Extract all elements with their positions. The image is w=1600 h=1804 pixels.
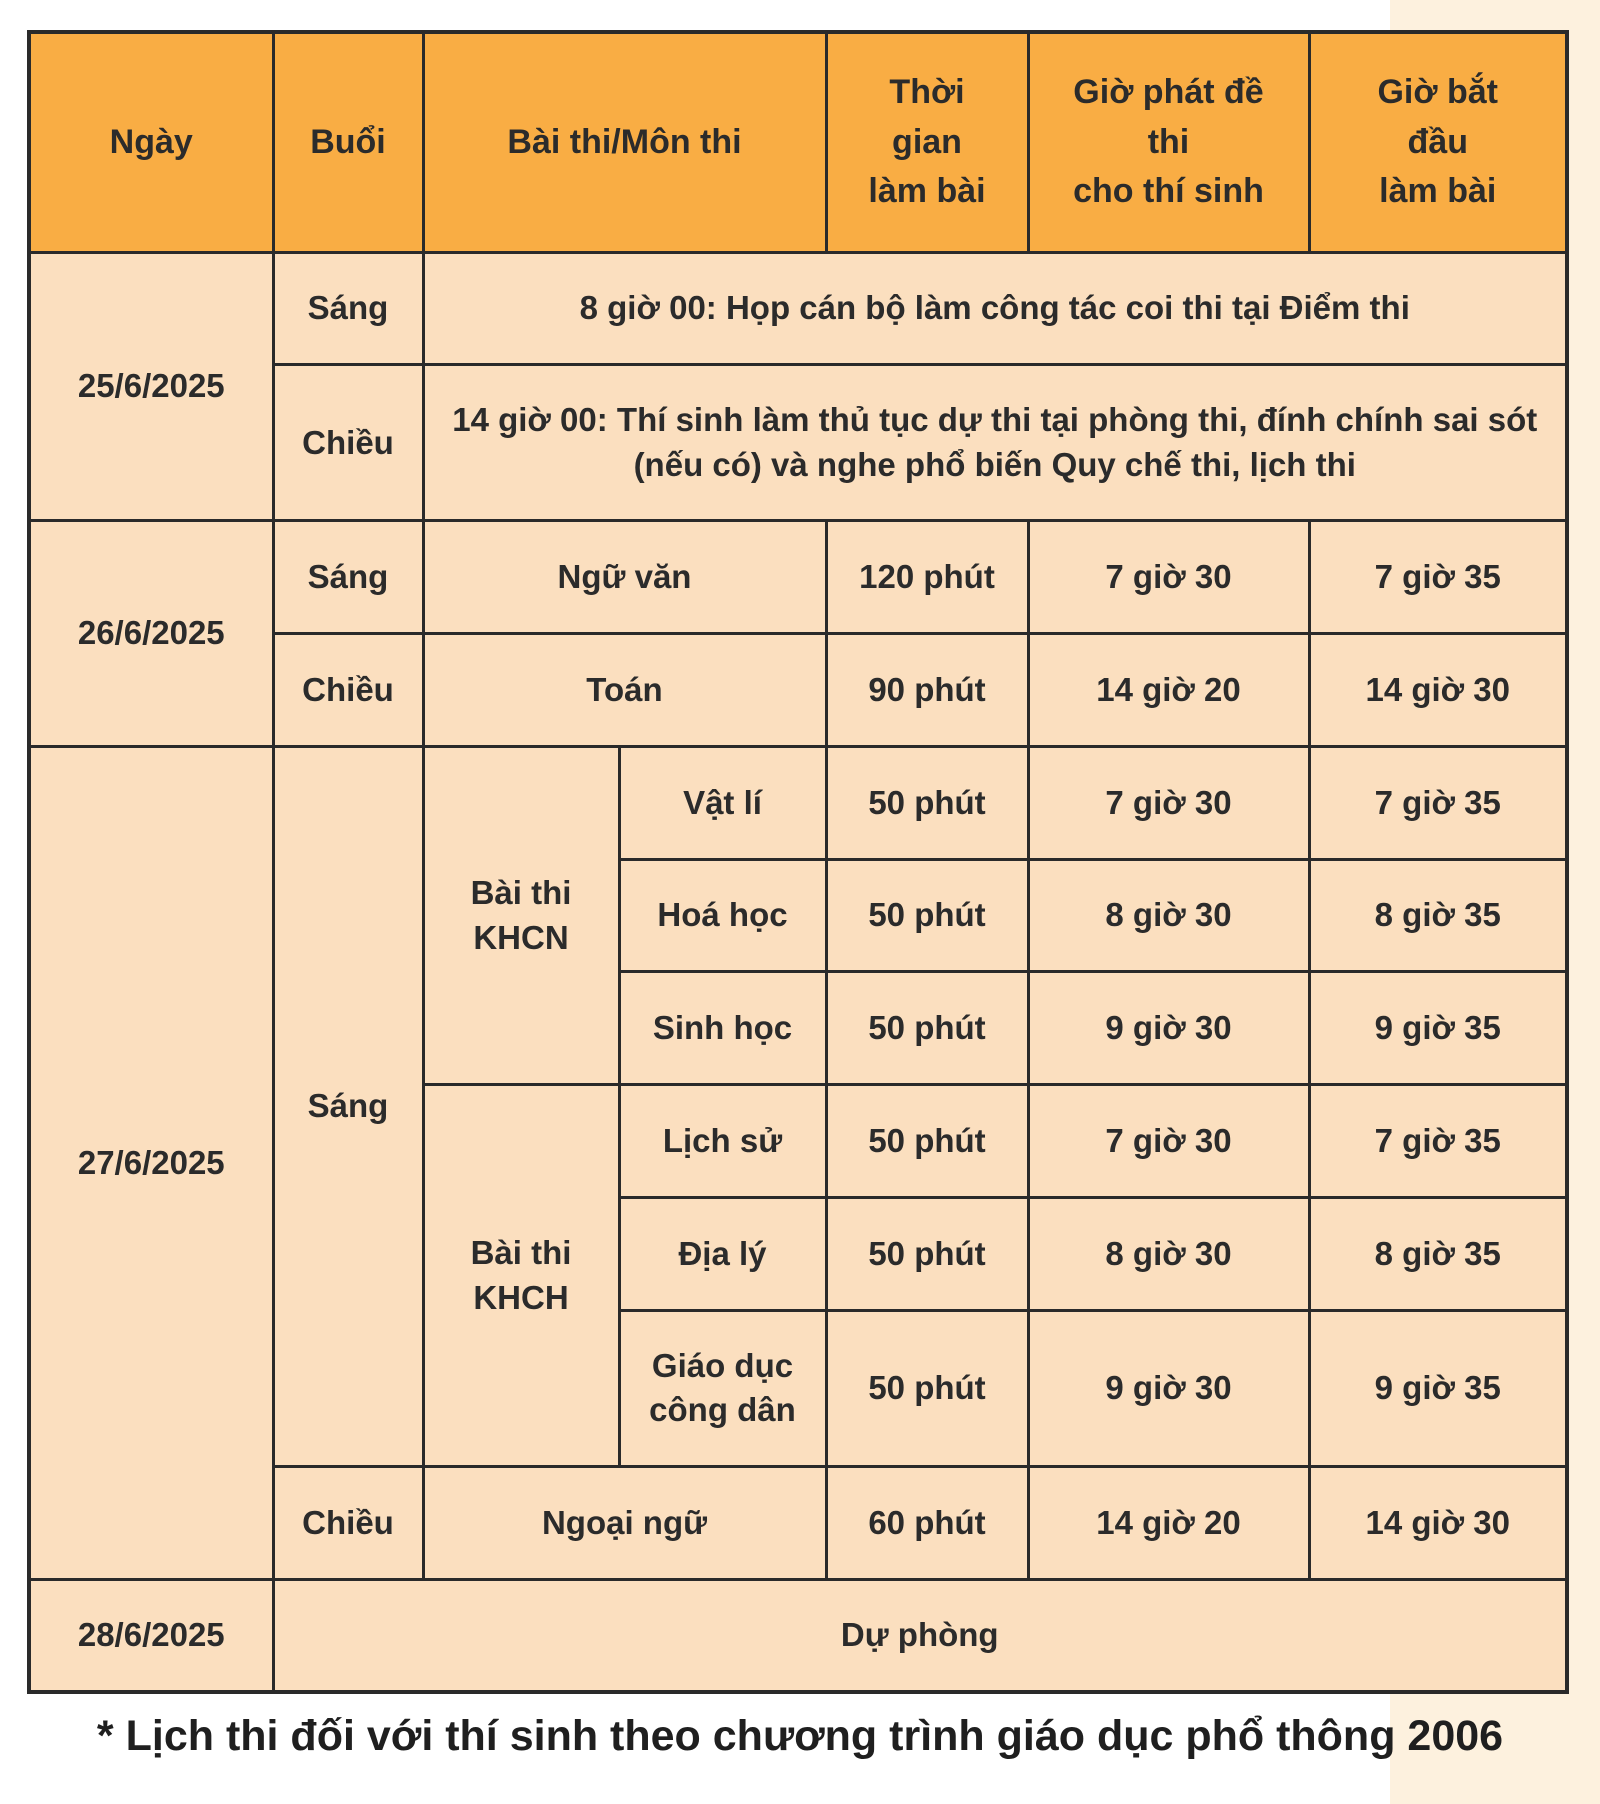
session-cell: Chiều — [273, 634, 423, 747]
date-cell: 26/6/2025 — [29, 521, 273, 747]
table-row — [29, 1579, 1567, 1692]
note-line: (nếu có) và nghe phổ biến Quy chế thi, lịch thi — [633, 445, 1356, 483]
group-line: KHCN — [473, 918, 569, 956]
subject-cell: Lịch sử — [619, 1085, 826, 1198]
header-start-line: đầu — [1407, 122, 1468, 161]
duration-cell: 60 phút — [826, 1466, 1028, 1579]
date-cell: 27/6/2025 — [29, 746, 273, 1579]
header-start-line: Giờ bắt — [1377, 73, 1498, 112]
duration-cell: 50 phút — [826, 1310, 1028, 1466]
group-line: Bài thi — [470, 874, 572, 912]
date-cell: 25/6/2025 — [29, 252, 273, 521]
exam-schedule-container — [27, 30, 1565, 1694]
start-cell: 7 giờ 35 — [1309, 1085, 1567, 1198]
group-cell-khcn — [423, 746, 619, 1084]
group-cell-khch — [423, 1085, 619, 1467]
header-session: Buổi — [273, 32, 423, 252]
header-subject: Bài thi/Môn thi — [423, 32, 826, 252]
distribution-cell: 14 giờ 20 — [1028, 634, 1309, 747]
start-cell: 8 giờ 35 — [1309, 1198, 1567, 1311]
duration-cell: 120 phút — [826, 521, 1028, 634]
start-cell: 8 giờ 35 — [1309, 859, 1567, 972]
date-cell: 28/6/2025 — [29, 1579, 273, 1692]
header-distribution-line: Giờ phát đề — [1073, 73, 1264, 112]
header-duration — [826, 32, 1028, 252]
session-cell: Sáng — [273, 521, 423, 634]
session-cell: Chiều — [273, 1466, 423, 1579]
distribution-cell: 14 giờ 20 — [1028, 1466, 1309, 1579]
subject-cell: Ngữ văn — [423, 521, 826, 634]
subject-cell: Địa lý — [619, 1198, 826, 1311]
header-distribution-line: cho thí sinh — [1073, 171, 1264, 210]
header-start-time — [1309, 32, 1567, 252]
start-cell: 9 giờ 35 — [1309, 1310, 1567, 1466]
header-duration-line: gian — [892, 122, 962, 161]
footnote: * Lịch thi đối với thí sinh theo chương trình giáo dục phổ thông 2006 — [96, 1712, 1504, 1760]
start-cell: 7 giờ 35 — [1309, 746, 1567, 859]
start-cell: 14 giờ 30 — [1309, 634, 1567, 747]
exam-schedule-table — [27, 30, 1569, 1694]
distribution-cell: 8 giờ 30 — [1028, 1198, 1309, 1311]
duration-cell: 50 phút — [826, 1085, 1028, 1198]
note-cell — [423, 365, 1567, 521]
header-duration-line: Thời — [889, 73, 965, 112]
header-distribution-line: thi — [1147, 122, 1190, 161]
subject-cell: Hoá học — [619, 859, 826, 972]
table-row — [29, 746, 1567, 859]
subject-cell — [619, 1310, 826, 1466]
header-distribution-time — [1028, 32, 1309, 252]
distribution-cell: 7 giờ 30 — [1028, 521, 1309, 634]
distribution-cell: 9 giờ 30 — [1028, 1310, 1309, 1466]
subject-cell: Sinh học — [619, 972, 826, 1085]
session-cell: Sáng — [273, 746, 423, 1466]
group-line: KHCH — [473, 1278, 569, 1316]
distribution-cell: 9 giờ 30 — [1028, 972, 1309, 1085]
distribution-cell: 7 giờ 30 — [1028, 746, 1309, 859]
distribution-cell: 7 giờ 30 — [1028, 1085, 1309, 1198]
note-cell: 8 giờ 00: Họp cán bộ làm công tác coi thi tại Điểm thi — [423, 252, 1567, 365]
subject-line: công dân — [649, 1391, 796, 1429]
start-cell: 7 giờ 35 — [1309, 521, 1567, 634]
duration-cell: 50 phút — [826, 859, 1028, 972]
header-row — [29, 32, 1567, 252]
session-cell: Chiều — [273, 365, 423, 521]
subject-cell: Toán — [423, 634, 826, 747]
subject-line: Giáo dục — [651, 1346, 794, 1384]
start-cell: 9 giờ 35 — [1309, 972, 1567, 1085]
table-row — [29, 521, 1567, 634]
subject-cell: Ngoại ngữ — [423, 1466, 826, 1579]
start-cell: 14 giờ 30 — [1309, 1466, 1567, 1579]
subject-cell: Vật lí — [619, 746, 826, 859]
group-line: Bài thi — [470, 1234, 572, 1272]
header-start-line: làm bài — [1379, 171, 1497, 210]
table-row — [29, 252, 1567, 365]
header-date: Ngày — [29, 32, 273, 252]
note-line: 14 giờ 00: Thí sinh làm thủ tục dự thi tại phòng thi, đính chính sai sót — [452, 401, 1538, 439]
note-cell: Dự phòng — [273, 1579, 1567, 1692]
session-cell: Sáng — [273, 252, 423, 365]
duration-cell: 90 phút — [826, 634, 1028, 747]
header-duration-line: làm bài — [868, 171, 986, 210]
duration-cell: 50 phút — [826, 746, 1028, 859]
distribution-cell: 8 giờ 30 — [1028, 859, 1309, 972]
duration-cell: 50 phút — [826, 972, 1028, 1085]
duration-cell: 50 phút — [826, 1198, 1028, 1311]
